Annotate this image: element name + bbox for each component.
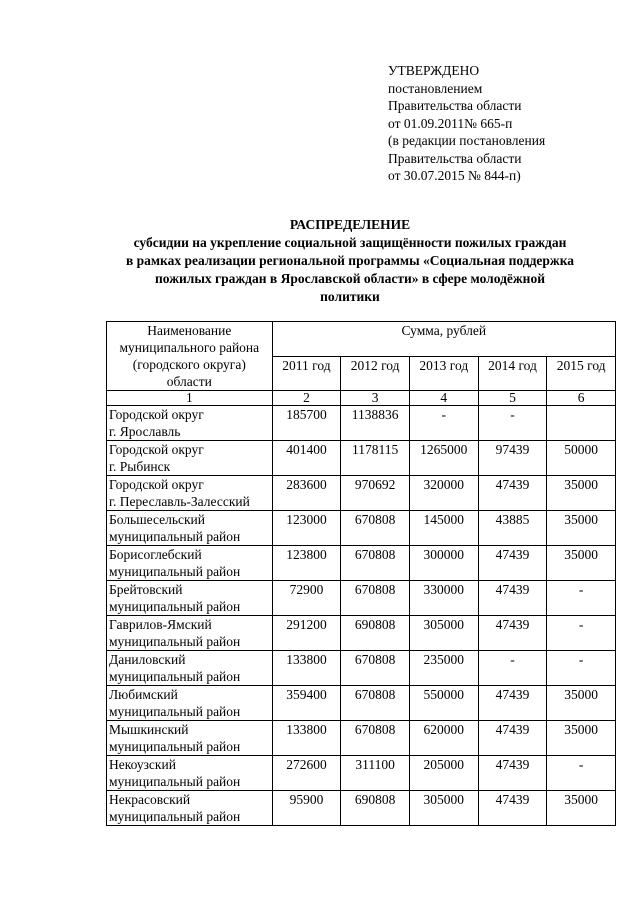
- amount-cell: 670808: [341, 581, 410, 616]
- table-row: [107, 546, 616, 581]
- district-name-line: Любимский: [109, 687, 178, 702]
- table-row: [107, 791, 616, 826]
- heading-line: пожилых граждан в Ярославской области» в сфере молодёжной: [155, 271, 545, 286]
- amount-cell: -: [478, 651, 547, 686]
- amount-cell: 970692: [341, 476, 410, 511]
- amount-cell: 690808: [341, 616, 410, 651]
- year-header: 2013 год: [409, 356, 478, 391]
- amount-cell: 35000: [547, 476, 616, 511]
- amount-cell: 311100: [341, 756, 410, 791]
- district-name-cell: [107, 756, 273, 791]
- heading-line: субсидии на укрепление социальной защищённости пожилых граждан: [133, 235, 567, 250]
- approval-line: (в редакции постановления: [388, 133, 546, 148]
- year-header: 2012 год: [341, 356, 410, 391]
- amount-cell: 205000: [409, 756, 478, 791]
- district-name-cell: [107, 476, 273, 511]
- amount-cell: 35000: [547, 791, 616, 826]
- amount-cell: 670808: [341, 651, 410, 686]
- amount-cell: 283600: [272, 476, 341, 511]
- table-row: [107, 651, 616, 686]
- district-name-cell: [107, 721, 273, 756]
- amount-cell: 35000: [547, 721, 616, 756]
- district-name-cell: [107, 791, 273, 826]
- amount-cell: 133800: [272, 721, 341, 756]
- district-name-line: Некоузский: [109, 757, 176, 772]
- district-name-line: муниципальный район: [109, 599, 241, 614]
- district-name-line: муниципальный район: [109, 564, 241, 579]
- district-name-line: Городской округ: [109, 407, 204, 422]
- amount-cell: 305000: [409, 616, 478, 651]
- district-name-line: Городской округ: [109, 442, 204, 457]
- amount-cell: 670808: [341, 511, 410, 546]
- amount-cell: [547, 406, 616, 441]
- distribution-table: [106, 321, 616, 826]
- amount-cell: 43885: [478, 511, 547, 546]
- amount-cell: 123800: [272, 546, 341, 581]
- district-name-line: Борисоглебский: [109, 547, 202, 562]
- document-heading: [90, 216, 610, 306]
- district-name-cell: [107, 511, 273, 546]
- amount-cell: 35000: [547, 686, 616, 721]
- amount-cell: 47439: [478, 616, 547, 651]
- district-name-line: муниципальный район: [109, 529, 241, 544]
- approval-line: Правительства области: [388, 98, 522, 113]
- district-name-line: Брейтовский: [109, 582, 183, 597]
- amount-cell: 97439: [478, 441, 547, 476]
- district-name-line: г. Переславль-Залесский: [109, 494, 250, 509]
- amount-cell: 35000: [547, 511, 616, 546]
- district-name-line: муниципальный район: [109, 809, 241, 824]
- approval-stamp: [388, 62, 628, 185]
- amount-cell: 300000: [409, 546, 478, 581]
- district-name-line: Городской округ: [109, 477, 204, 492]
- name-column-header: Наименование муниципального района (городского округа) области: [107, 322, 273, 391]
- approval-line: от 01.09.2011№ 665-п: [388, 115, 513, 131]
- amount-cell: -: [547, 581, 616, 616]
- amount-cell: -: [409, 406, 478, 441]
- approval-line: Правительства области: [388, 150, 522, 166]
- heading-line: в рамках реализации региональной программы «Социальная поддержка: [125, 253, 575, 268]
- approval-line: УТВЕРЖДЕНО: [388, 63, 480, 78]
- amount-cell: -: [547, 616, 616, 651]
- district-name-cell: [107, 686, 273, 721]
- approval-line: постановлением: [388, 80, 483, 96]
- amount-cell: 1178115: [341, 441, 410, 476]
- district-name-line: Большесельский: [109, 512, 205, 527]
- amount-cell: -: [478, 406, 547, 441]
- amount-cell: 47439: [478, 546, 547, 581]
- heading-line: политики: [320, 289, 380, 304]
- district-name-cell: [107, 581, 273, 616]
- table-row: [107, 616, 616, 651]
- amount-cell: 670808: [341, 546, 410, 581]
- district-name-line: г. Рыбинск: [109, 459, 171, 474]
- year-header: 2015 год: [547, 356, 616, 391]
- amount-cell: 50000: [547, 441, 616, 476]
- amount-cell: 305000: [409, 791, 478, 826]
- amount-cell: 47439: [478, 791, 547, 826]
- year-header: 2011 год: [272, 356, 341, 391]
- amount-cell: 185700: [272, 406, 341, 441]
- district-name-line: муниципальный район: [109, 774, 241, 789]
- amount-cell: 550000: [409, 686, 478, 721]
- column-number: 1: [107, 391, 273, 406]
- amount-cell: 272600: [272, 756, 341, 791]
- amount-cell: 47439: [478, 476, 547, 511]
- column-number: 5: [478, 391, 547, 406]
- amount-cell: 620000: [409, 721, 478, 756]
- amount-cell: 47439: [478, 756, 547, 791]
- district-name-line: муниципальный район: [109, 739, 241, 754]
- table-row: [107, 406, 616, 441]
- amount-cell: 320000: [409, 476, 478, 511]
- amount-cell: 690808: [341, 791, 410, 826]
- table-row: [107, 581, 616, 616]
- amount-cell: 291200: [272, 616, 341, 651]
- amount-cell: -: [547, 756, 616, 791]
- column-number-row: [107, 391, 616, 406]
- district-name-line: Некрасовский: [109, 792, 191, 807]
- year-header: 2014 год: [478, 356, 547, 391]
- amount-cell: 145000: [409, 511, 478, 546]
- table-row: [107, 476, 616, 511]
- amount-cell: 401400: [272, 441, 341, 476]
- table-row: [107, 441, 616, 476]
- amount-cell: 123000: [272, 511, 341, 546]
- amount-cell: 235000: [409, 651, 478, 686]
- amount-cell: 72900: [272, 581, 341, 616]
- district-name-line: Гаврилов-Ямский: [109, 617, 212, 632]
- amount-cell: 1265000: [409, 441, 478, 476]
- column-number: 2: [272, 391, 341, 406]
- amount-cell: -: [547, 651, 616, 686]
- amount-cell: 47439: [478, 721, 547, 756]
- amount-cell: 670808: [341, 721, 410, 756]
- table-row: [107, 686, 616, 721]
- district-name-line: муниципальный район: [109, 704, 241, 719]
- amount-cell: 670808: [341, 686, 410, 721]
- table-row: [107, 756, 616, 791]
- district-name-cell: [107, 546, 273, 581]
- amount-cell: 47439: [478, 686, 547, 721]
- amount-cell: 35000: [547, 546, 616, 581]
- district-name-cell: [107, 651, 273, 686]
- amount-cell: 47439: [478, 581, 547, 616]
- district-name-line: г. Ярославль: [109, 424, 181, 439]
- amount-cell: 359400: [272, 686, 341, 721]
- approval-line: от 30.07.2015 № 844-п): [388, 168, 521, 183]
- district-name-cell: [107, 441, 273, 476]
- district-name-line: муниципальный район: [109, 634, 241, 649]
- column-number: 4: [409, 391, 478, 406]
- amount-cell: 1138836: [341, 406, 410, 441]
- amount-cell: 95900: [272, 791, 341, 826]
- column-number: 3: [341, 391, 410, 406]
- column-number: 6: [547, 391, 616, 406]
- district-name-cell: [107, 406, 273, 441]
- district-name-cell: [107, 616, 273, 651]
- table-row: [107, 511, 616, 546]
- table-row: [107, 721, 616, 756]
- amount-cell: 133800: [272, 651, 341, 686]
- heading-line: РАСПРЕДЕЛЕНИЕ: [289, 217, 411, 232]
- district-name-line: Мышкинский: [109, 722, 189, 737]
- sum-column-header: Сумма, рублей: [272, 322, 615, 357]
- district-name-line: муниципальный район: [109, 669, 241, 684]
- district-name-line: Даниловский: [109, 652, 186, 667]
- amount-cell: 330000: [409, 581, 478, 616]
